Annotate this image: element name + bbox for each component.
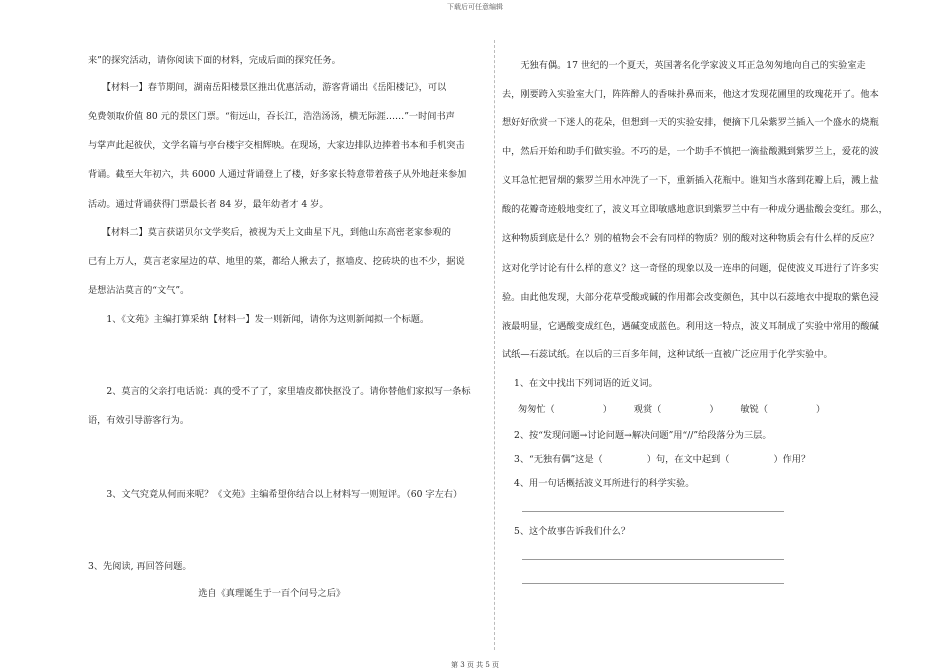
text-line: 试纸—石蕊试纸。在以后的三百多年间，这种试纸一直被广泛应用于化学实验中。 (502, 349, 833, 360)
question-2: 2、按“发现问题→讨论问题→解决问题”用“//”给段落分为三层。 (514, 430, 772, 441)
text-line: 想好好欣赏一下迷人的花朵，但想到一天的实验安排，便摘下几朵紫罗兰插入一个盛水的烧瓶 (502, 117, 879, 128)
text-line: 这种物质到底是什么？别的植物会不会有同样的物质？别的酸对这种物质会有什么样的反应？ (502, 233, 879, 244)
blank-close: ） (709, 404, 719, 415)
text-line: 免费领取价值 80 元的景区门票。“衔远山，吞长江，浩浩汤汤，横无际涯……”一时间书声 (88, 111, 455, 122)
text-line: 液最明显，它遇酸变成红色，遇碱变成蓝色。利用这一特点，波义耳制成了实验中常用的酸碱 (502, 321, 879, 332)
blank-close: ） (602, 404, 612, 415)
word-3-label: 敏锐（ (740, 404, 768, 415)
text-line: 背诵。截至大年初六，共 6000 人通过背诵登上了楼，好多家长特意带着孩子从外地赶来参加 (88, 169, 467, 180)
column-divider (494, 40, 495, 650)
answer-blank-3[interactable] (768, 406, 816, 416)
answer-line[interactable] (522, 559, 784, 560)
text-line: 与掌声此起彼伏，文学名篇与亭台楼宇交相辉映。在现场，大家边排队边捧着书本和手机突击 (88, 140, 465, 151)
question-5: 5、这个故事告诉我们什么？ (514, 526, 631, 537)
question-1: 1、《文苑》主编打算采纳【材料一】发一则新闻，请你为这则新闻拟一个标题。 (88, 314, 430, 325)
text-line: 义耳急忙把冒烟的紫罗兰用水冲洗了一下，重新插入花瓶中。谁知当水落到花瓣上后，溅上盐 (502, 175, 879, 186)
question-3: 3、文气究竟从何而来呢？《文苑》主编希望你结合以上材料写一则短评。（60 字左右） (88, 489, 463, 500)
word-2-label: 观赏（ (633, 404, 662, 415)
answer-blank-2[interactable] (661, 406, 709, 416)
question-1-blanks (518, 403, 825, 416)
text-line: 酸的花瓣奇迹般地变红了，波义耳立即敏感地意识到紫罗兰中有一种成分遇盐酸会变红。那么， (502, 204, 888, 215)
text-line: 语，有效引导游客行为。 (88, 415, 190, 426)
text-line: 【材料一】春节期间，湖南岳阳楼景区推出优惠活动，游客背诵出《岳阳楼记》，可以 (88, 82, 447, 93)
source-citation: 选自《真理诞生于一百个问号之后》 (88, 588, 346, 599)
page-header: 下载后可任意编辑 (447, 3, 503, 11)
text-line: 中，然后开始和助手们做实验。不巧的是，一个助手不慎把一滴盐酸溅到紫罗兰上，爱花的波 (502, 146, 879, 157)
page-number: 第 3 页 共 5 页 (450, 661, 500, 669)
word-1-label: 匆匆忙（ (518, 404, 555, 415)
section-heading: 3、先阅读, 再回答问题。 (88, 561, 192, 572)
text-line: 活动。通过背诵获得门票最长者 84 岁，最年幼者才 4 岁。 (88, 199, 329, 210)
question-3: 3、“无独有偶”这是（ ）句，在文中起到（ ）作用？ (514, 454, 811, 465)
answer-blank-5[interactable] (729, 456, 773, 466)
text-line: 验。由此他发现，大部分花草受酸或碱的作用都会改变颜色，其中以石蕊地衣中提取的紫色浸 (502, 292, 879, 303)
answer-blank-4[interactable] (603, 456, 647, 466)
blank-close: ） (815, 404, 826, 415)
text-line: 来”的探究活动，请你阅读下面的材料，完成后面的探究任务。 (88, 55, 341, 66)
text-line: 已有上万人，莫言老家屋边的草、地里的菜，都给人揪去了，抠墙皮、挖砖块的也不少，据说 (88, 256, 465, 267)
question-4: 4、用一句话概括波义耳所进行的科学实验。 (514, 478, 695, 489)
answer-blank-1[interactable] (555, 406, 603, 416)
question-2: 2、莫言的父亲打电话说：真的受不了了，家里墙皮都快抠没了。请你替他们家拟写一条标 (88, 386, 471, 397)
question-1-title: 1、在文中找出下列词语的近义词。 (514, 378, 658, 389)
answer-line[interactable] (522, 511, 784, 512)
text-line: 是想沾沾莫言的“文气”。 (88, 285, 190, 296)
text-line: 去，刚要跨入实验室大门，阵阵醉人的香味扑鼻而来，他这才发现花圃里的玫瑰花开了。他本 (502, 89, 879, 100)
answer-line[interactable] (522, 583, 784, 584)
text-line: 【材料二】莫言获诺贝尔文学奖后，被视为天上文曲星下凡，到他山东高密老家参观的 (88, 227, 451, 238)
text-line: 这对化学讨论有什么样的意义？这一奇怪的现象以及一连串的问题，促使波义耳进行了许多实 (502, 263, 879, 274)
text-line: 无独有偶。17 世纪的一个夏天，英国著名化学家波义耳正急匆匆地向自己的实验室走 (502, 60, 866, 71)
